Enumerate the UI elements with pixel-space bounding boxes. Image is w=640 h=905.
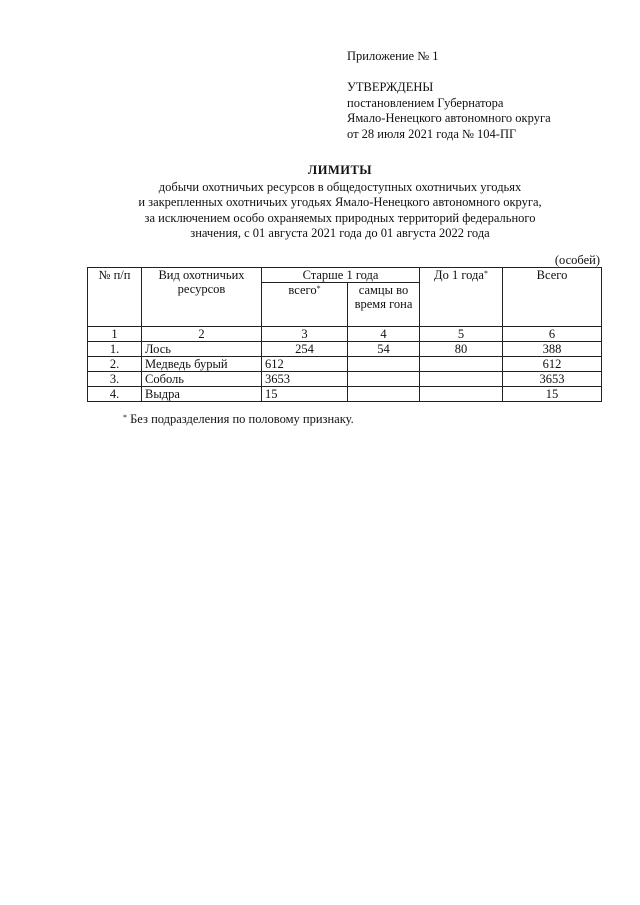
title-line: и закрепленных охотничьих угодьях Ямало-Ненецкого автономного округа, (138, 195, 542, 209)
header-young: До 1 года* (420, 268, 503, 327)
column-number: 4 (348, 327, 420, 342)
column-number: 2 (142, 327, 262, 342)
row-total-older: 3653 (262, 372, 348, 387)
title-line: значения, с 01 августа 2021 года до 01 августа 2022 года (190, 226, 490, 240)
title-line: добычи охотничьих ресурсов в общедоступных охотничьих угодьях (158, 179, 522, 194)
row-resource: Соболь (142, 372, 262, 387)
approval-line: от 28 июля 2021 года № 104-ПГ (347, 126, 517, 141)
approval-line: постановлением Губернатора (347, 95, 504, 110)
footnote-mark: * (316, 284, 321, 293)
footnote-mark: * (123, 413, 127, 422)
table-row (88, 387, 602, 402)
row-total: 3653 (503, 372, 602, 387)
approval-line: Ямало-Ненецкого автономного округа (347, 111, 551, 125)
footnote-text: Без подразделения по половому признаку. (127, 412, 354, 426)
column-number: 5 (420, 327, 503, 342)
approval-block (347, 80, 551, 142)
row-males (348, 357, 420, 372)
row-total: 388 (503, 342, 602, 357)
approval-line: УТВЕРЖДЕНЫ (347, 80, 434, 94)
table-header-row (88, 268, 602, 283)
unit-note: (особей) (554, 253, 600, 267)
row-num: 4. (88, 387, 142, 402)
column-number: 6 (503, 327, 602, 342)
column-number-row (88, 327, 602, 342)
row-young (420, 372, 503, 387)
row-total-older: 15 (262, 387, 348, 402)
header-total-older: всего* (262, 283, 348, 327)
row-resource: Лось (142, 342, 262, 357)
footnote-mark: * (483, 269, 488, 278)
document-title (80, 163, 600, 242)
row-total: 612 (503, 357, 602, 372)
row-num: 2. (88, 357, 142, 372)
title-line: за исключением особо охраняемых природных территорий федерального (144, 210, 536, 225)
row-young (420, 357, 503, 372)
header-males: самцы во время гона (348, 283, 420, 327)
table-row (88, 342, 602, 357)
row-resource: Медведь бурый (142, 357, 262, 372)
row-total-older: 254 (262, 342, 348, 357)
row-resource: Выдра (142, 387, 262, 402)
column-number: 1 (88, 327, 142, 342)
limits-table (87, 267, 602, 402)
row-young (420, 387, 503, 402)
header-num: № п/п (88, 268, 142, 327)
row-total: 15 (503, 387, 602, 402)
header-resource: Вид охотничьих ресурсов (142, 268, 262, 327)
row-males (348, 387, 420, 402)
table-row (88, 357, 602, 372)
row-num: 1. (88, 342, 142, 357)
row-males: 54 (348, 342, 420, 357)
row-young: 80 (420, 342, 503, 357)
title-heading: ЛИМИТЫ (307, 163, 373, 177)
appendix-label: Приложение № 1 (347, 49, 439, 63)
column-number: 3 (262, 327, 348, 342)
row-total-older: 612 (262, 357, 348, 372)
row-males (348, 372, 420, 387)
table-row (88, 372, 602, 387)
footnote (123, 411, 354, 427)
header-total: Всего (503, 268, 602, 327)
header-older: Старше 1 года (262, 268, 420, 283)
row-num: 3. (88, 372, 142, 387)
